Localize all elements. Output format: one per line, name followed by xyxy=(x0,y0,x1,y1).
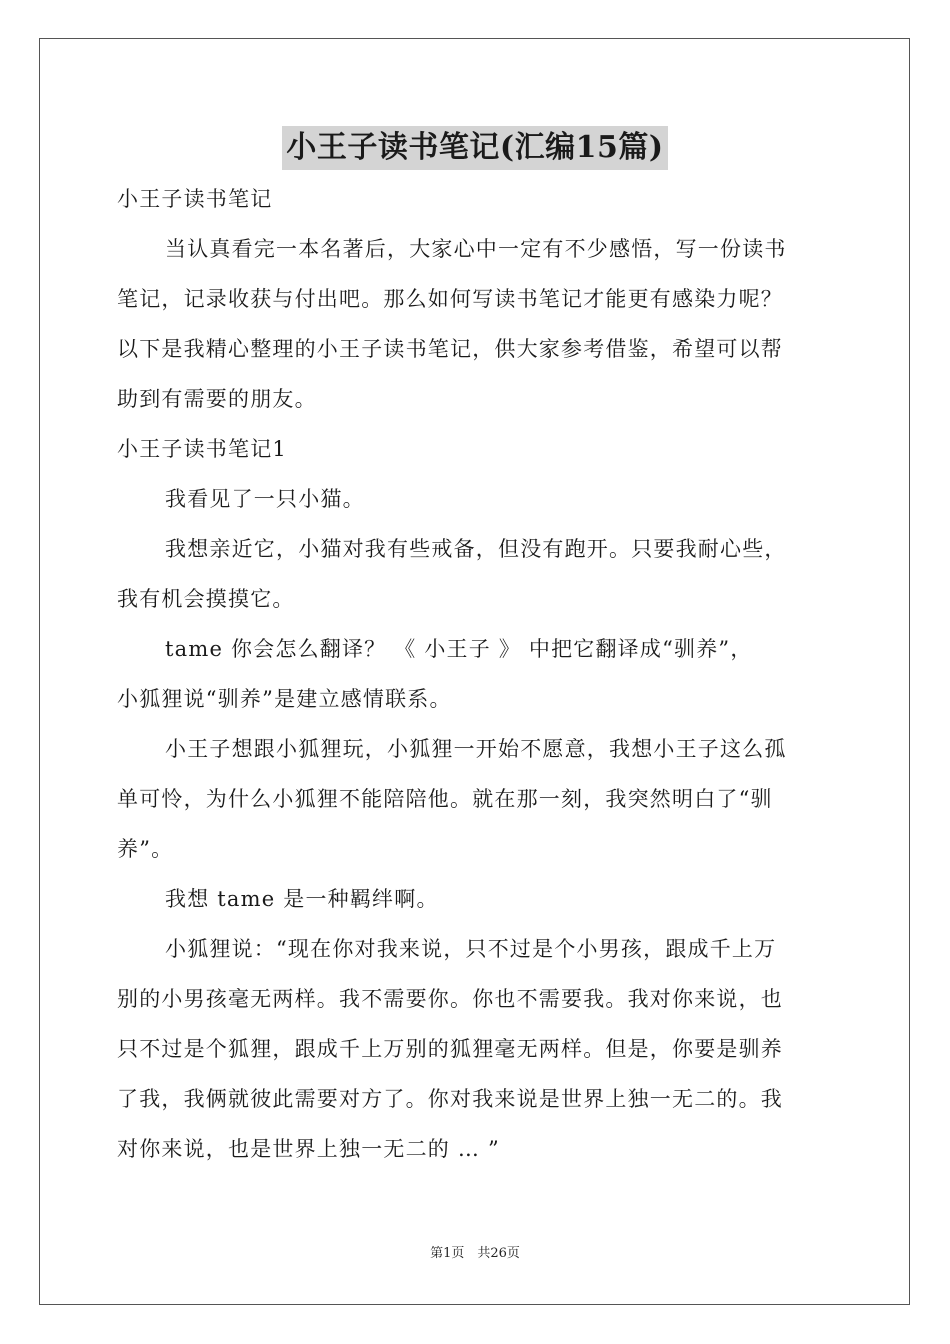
paragraph-line: 别的小男孩毫无两样。我不需要你。你也不需要我。我对你来说，也 xyxy=(117,987,783,1011)
section-heading: 小王子读书笔记 xyxy=(117,187,273,211)
paragraph-line: 养”。 xyxy=(117,837,174,861)
page-number-footer: 第1页 共26页 xyxy=(430,1246,520,1261)
paragraph-line: 小王子想跟小狐狸玩，小狐狸一开始不愿意，我想小王子这么孤 xyxy=(165,737,787,761)
page-frame xyxy=(39,38,910,1305)
paragraph-line: tame 你会怎么翻译？ 《 小王子 》 中把它翻译成“驯养”， xyxy=(165,637,753,661)
paragraph-line: 以下是我精心整理的小王子读书笔记，供大家参考借鉴，希望可以帮 xyxy=(117,337,783,361)
title-container xyxy=(117,126,833,170)
paragraph-line: 当认真看完一本名著后，大家心中一定有不少感悟，写一份读书 xyxy=(165,237,787,261)
paragraph-line: 单可怜，为什么小狐狸不能陪陪他。就在那一刻，我突然明白了“驯 xyxy=(117,787,773,811)
paragraph-line: 了我，我俩就彼此需要对方了。你对我来说是世界上独一无二的。我 xyxy=(117,1087,783,1111)
paragraph-line: 小狐狸说：“现在你对我来说，只不过是个小男孩，跟成千上万 xyxy=(165,937,777,961)
paragraph-line: 笔记，记录收获与付出吧。那么如何写读书笔记才能更有感染力呢？ xyxy=(117,287,783,311)
paragraph-line: 我想 tame 是一种羁绊啊。 xyxy=(165,887,439,911)
paragraph-line: 我想亲近它，小猫对我有些戒备，但没有跑开。只要我耐心些， xyxy=(165,537,787,561)
paragraph-line: 我看见了一只小猫。 xyxy=(165,487,365,511)
paragraph-line: 小狐狸说“驯养”是建立感情联系。 xyxy=(117,687,452,711)
paragraph-line: 对你来说，也是世界上独一无二的 … ” xyxy=(117,1137,500,1161)
document-title: 小王子读书笔记(汇编15篇) xyxy=(282,126,667,170)
paragraph-line: 助到有需要的朋友。 xyxy=(117,387,317,411)
section-heading: 小王子读书笔记1 xyxy=(117,437,287,461)
paragraph-line: 只不过是个狐狸，跟成千上万别的狐狸毫无两样。但是，你要是驯养 xyxy=(117,1037,783,1061)
paragraph-line: 我有机会摸摸它。 xyxy=(117,587,295,611)
